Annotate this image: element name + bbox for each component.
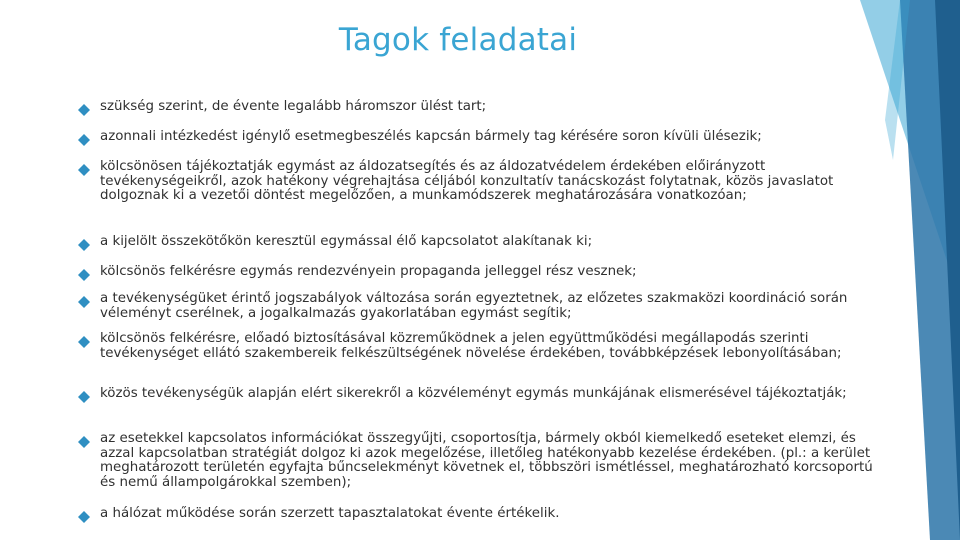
bullet-item	[78, 100, 886, 116]
bullet-text: a kijelölt összekötőkön keresztül egymással élő kapcsolatot alakítanak ki;	[100, 234, 593, 249]
bullet-item	[78, 130, 886, 146]
diamond-bullet-icon	[78, 511, 90, 523]
bullet-item	[78, 235, 886, 251]
bullet-text: közös tevékenységük alapján elért sikerekről a közvéleményt egymás munkájának elismerésével tájékoztatják;	[100, 386, 847, 401]
bullet-text: a tevékenységüket érintő jogszabályok változása során egyeztetnek, az előzetes szakmaközi koordináció során véleményt cserélnek, a jogalkalmazás gyakorlatában egymást segítik;	[100, 291, 848, 321]
slide-title: Tagok feladatai	[338, 22, 578, 58]
diamond-bullet-icon	[78, 391, 90, 403]
diamond-bullet-icon	[78, 239, 90, 251]
bullet-text: a hálózat működése során szerzett tapasztalatokat évente értékelik.	[100, 506, 560, 521]
diamond-bullet-icon	[78, 104, 90, 116]
bullet-text: az esetekkel kapcsolatos információkat összegyűjti, csoportosítja, bármely okból kiemelkedő eseteket elemzi, és azzal kapcsolatban stratégiát dolgoz ki azok megelőzése, illetőleg hatékonyabb kezelése érdekében. (pl.: a kerület meghatározott területén egyfajta bűncselekményt követnek el, többszöri ismétléssel, meghatározható korcsoportú és nemű állampolgárokkal szemben);	[100, 431, 873, 490]
bullet-item	[78, 387, 886, 403]
bullet-text: kölcsönös felkérésre, előadó biztosításával közreműködnek a jelen együttműködési megállapodás szerinti tevékenységet ellátó szakembereik felkészültségének növelése érdekében, továbbképzések lebonyolításában;	[100, 331, 842, 361]
bullet-item	[78, 507, 886, 523]
diamond-bullet-icon	[78, 164, 90, 176]
bullet-text: azonnali intézkedést igénylő esetmegbeszélés kapcsán bármely tag kérésére soron kívüli ülésezik;	[100, 129, 762, 144]
diamond-bullet-icon	[78, 269, 90, 281]
bullet-text: szükség szerint, de évente legalább háromszor ülést tart;	[100, 99, 487, 114]
deco-shape-mid	[900, 0, 960, 540]
bullet-item	[78, 265, 886, 281]
deco-shape-dark	[935, 0, 960, 540]
diamond-bullet-icon	[78, 336, 90, 348]
diamond-bullet-icon	[78, 134, 90, 146]
bullet-item	[78, 160, 886, 204]
diamond-bullet-icon	[78, 436, 90, 448]
bullet-text: kölcsönös felkérésre egymás rendezvényein propaganda jelleggel rész vesznek;	[100, 264, 637, 279]
bullet-text: kölcsönösen tájékoztatják egymást az áldozatsegítés és az áldozatvédelem érdekében előirányzott tevékenységeikről, azok hatékony végrehajtása céljából konzultatív tanácskozást folytatnak, közös javaslatot dolgoznak ki a vezetői döntést megelőzően, a munkamódszerek meghatározására vonatkozóan;	[100, 159, 834, 204]
bullet-item	[78, 292, 886, 321]
bullet-item	[78, 332, 886, 361]
bullet-item	[78, 432, 886, 490]
diamond-bullet-icon	[78, 296, 90, 308]
